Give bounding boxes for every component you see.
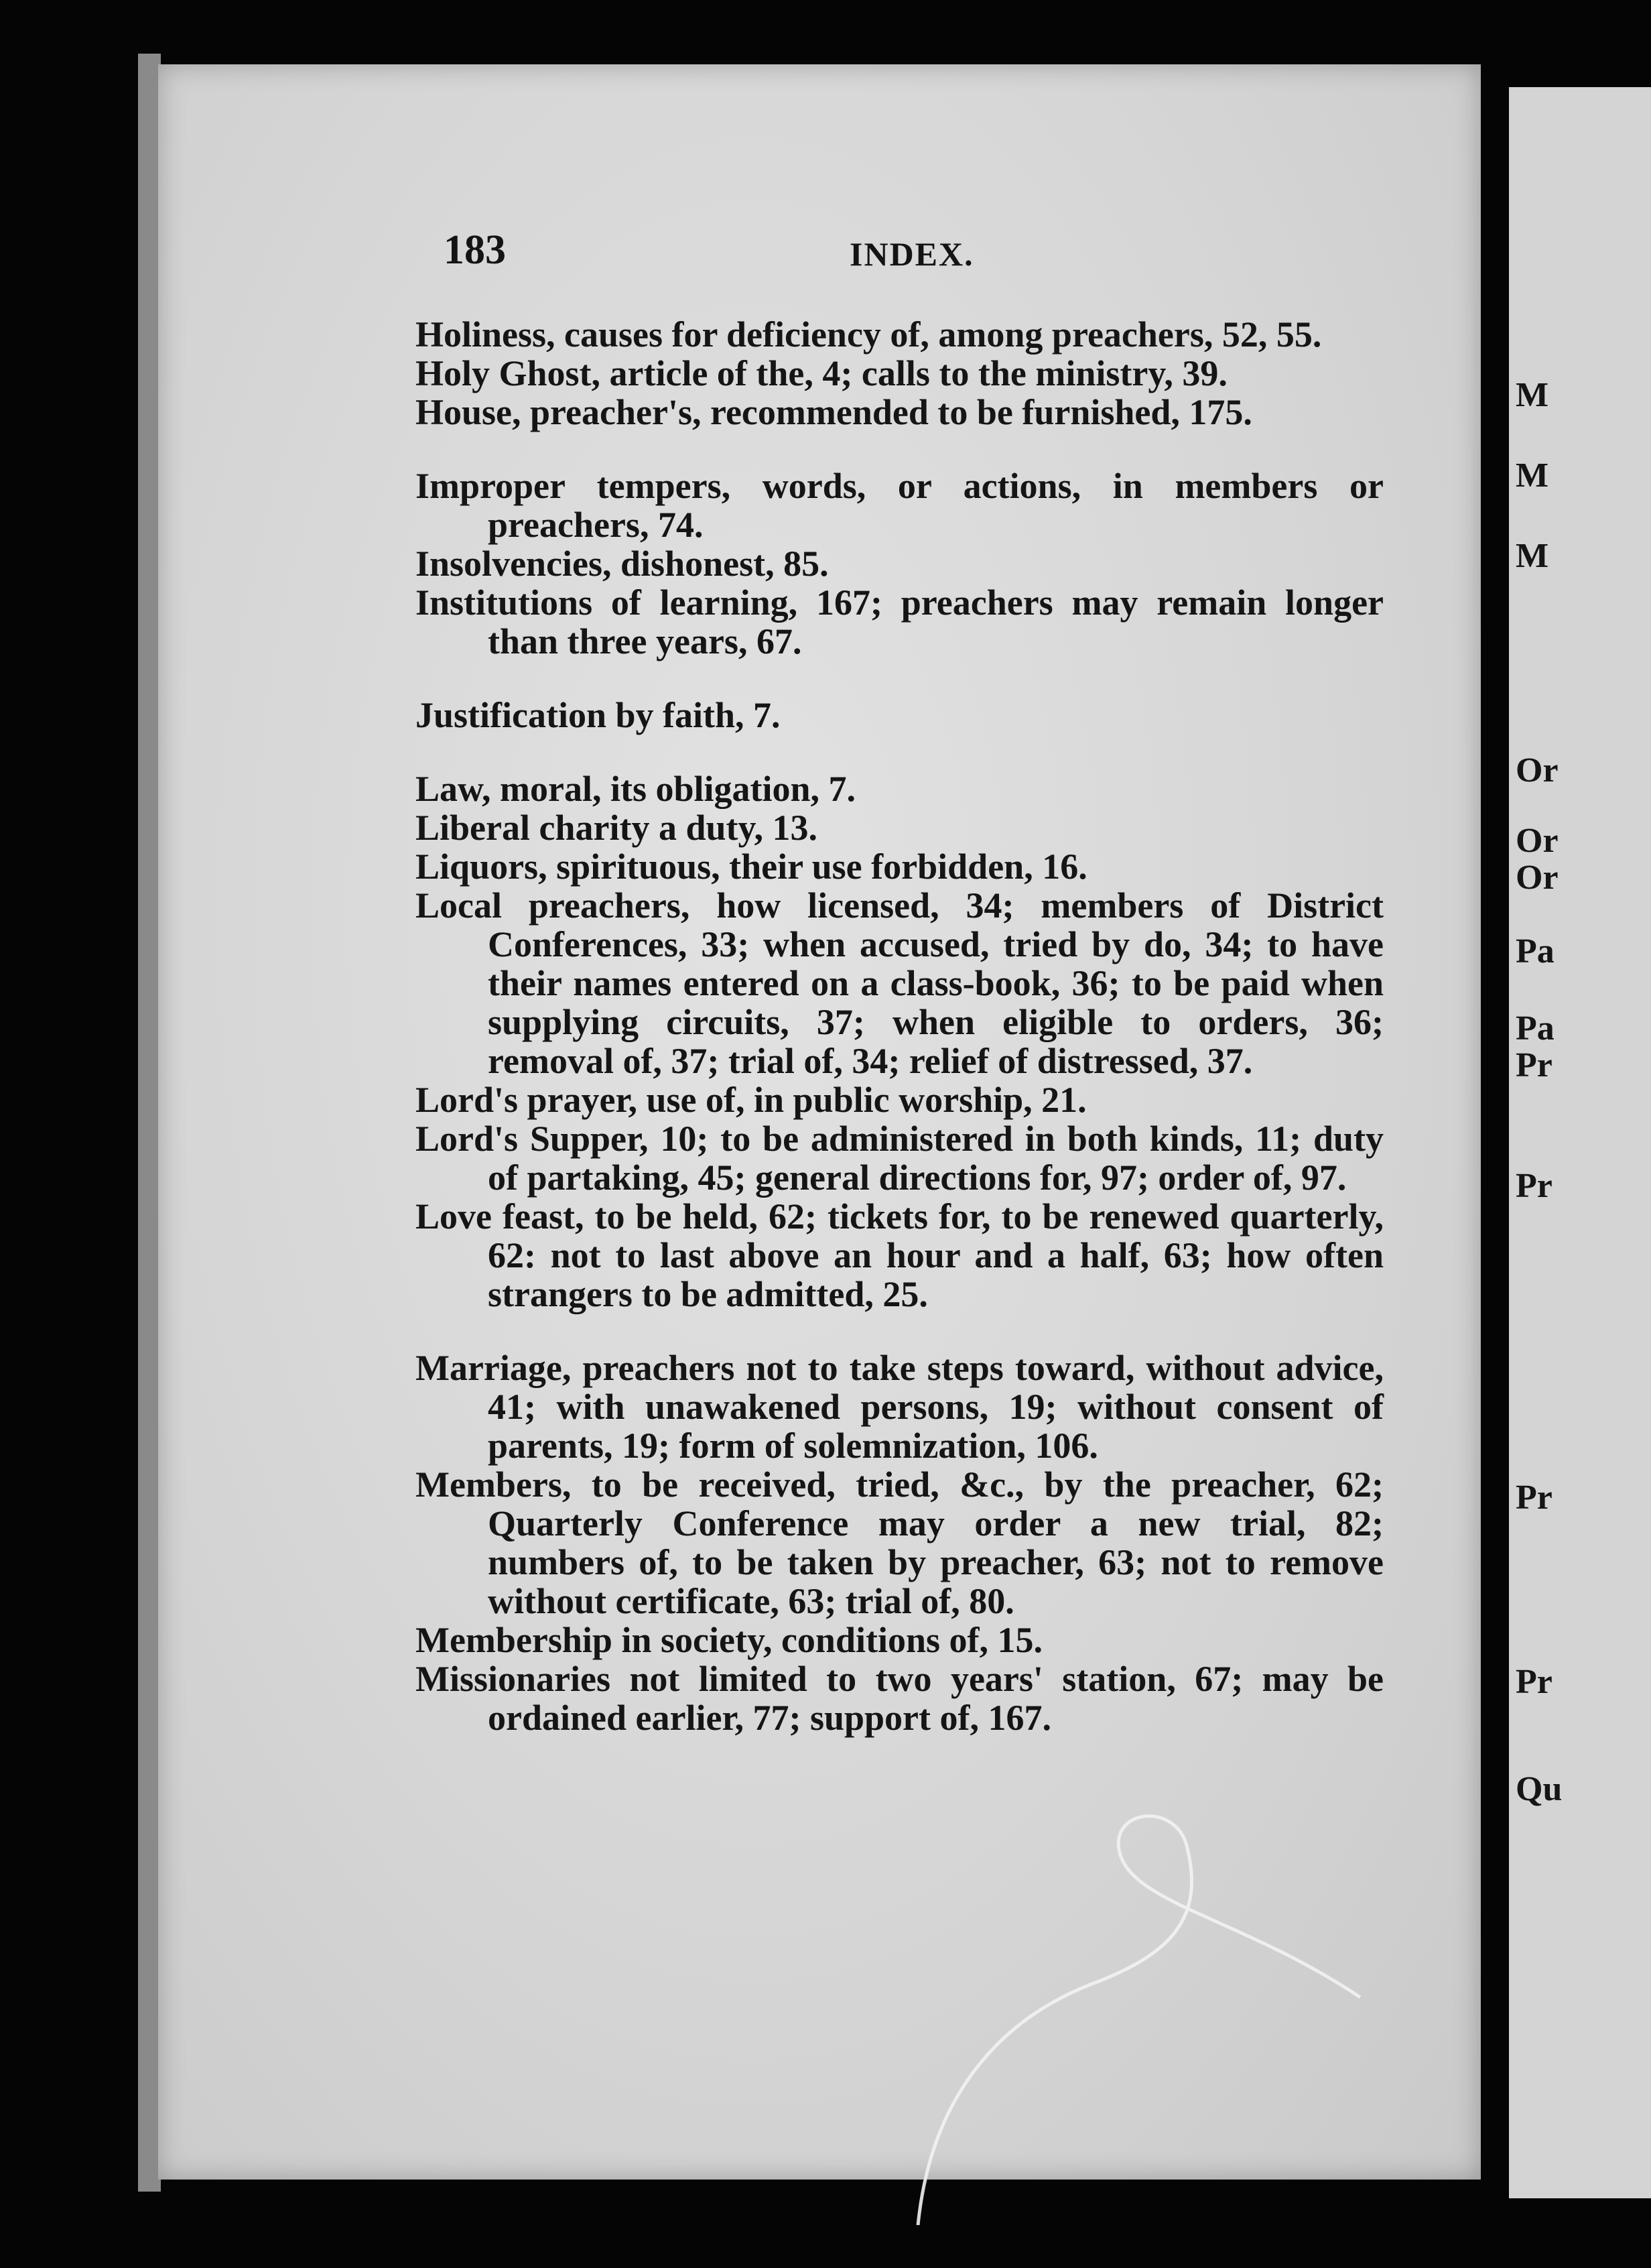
- index-entry: Missionaries not limited to two years' station, 67; may be ordained earlier, 77; support of, 167.: [415, 1659, 1384, 1738]
- index-entry: Liquors, spirituous, their use forbidden, 16.: [415, 846, 1087, 887]
- index-entries: [415, 315, 1384, 1737]
- index-entry: Insolvencies, dishonest, 85.: [415, 544, 829, 584]
- group-gap: [415, 432, 1384, 466]
- facing-page-fragment: Pa: [1516, 932, 1555, 970]
- index-entry: House, preacher's, recommended to be furnished, 175.: [415, 392, 1252, 432]
- group-gap: [415, 1314, 1384, 1348]
- index-entry: Improper tempers, words, or actions, in members or preachers, 74.: [415, 466, 1384, 545]
- index-entry: Justification by faith, 7.: [415, 695, 781, 735]
- facing-page-fragment: M: [1516, 456, 1549, 495]
- facing-page-fragment: Pa: [1516, 1009, 1555, 1048]
- index-entry: Lord's Supper, 10; to be administered in both kinds, 11; duty of partaking, 45; general directions for, 97; order of, 97.: [415, 1119, 1384, 1198]
- facing-page-fragment: Qu: [1516, 1770, 1563, 1808]
- group-gap: [415, 735, 1384, 769]
- page-title: INDEX.: [850, 235, 974, 273]
- index-entry: Love feast, to be held, 62; tickets for, to be renewed quarterly, 62: not to last above an hour and a half, 63; how often strangers to be admitted, 25.: [415, 1196, 1384, 1314]
- index-entry: Institutions of learning, 167; preachers may remain longer than three years, 67.: [415, 582, 1384, 662]
- page-number: 183: [444, 227, 506, 273]
- facing-page-fragment: Pr: [1516, 1478, 1553, 1517]
- facing-page-fragment: Or: [1516, 859, 1559, 897]
- index-entry: Liberal charity a duty, 13.: [415, 808, 818, 848]
- index-entry: Holy Ghost, article of the, 4; calls to the ministry, 39.: [415, 353, 1228, 393]
- index-entry: Holiness, causes for deficiency of, among preachers, 52, 55.: [415, 314, 1322, 355]
- index-entry: Law, moral, its obligation, 7.: [415, 769, 856, 809]
- facing-page-fragment: Or: [1516, 822, 1559, 860]
- index-entry: Members, to be received, tried, &c., by the preacher, 62; Quarterly Conference may order a new trial, 82; numbers of, to be taken by preacher, 63; not to remove without certificate, 63; trial of, 80.: [415, 1464, 1384, 1621]
- facing-page-fragment: M: [1516, 376, 1549, 414]
- facing-page-fragment: Pr: [1516, 1167, 1553, 1205]
- index-entry: Marriage, preachers not to take steps toward, without advice, 41; with unawakened persons, 19; without consent of parents, 19; form of solemnization, 106.: [415, 1348, 1384, 1466]
- facing-page-fragment: Pr: [1516, 1046, 1553, 1084]
- stray-mark-loop: [891, 1716, 1400, 2225]
- index-entry: Membership in society, conditions of, 15.: [415, 1620, 1043, 1660]
- facing-page-fragment: Or: [1516, 751, 1559, 790]
- facing-page-fragment: Pr: [1516, 1663, 1553, 1701]
- facing-page-fragment: M: [1516, 537, 1549, 575]
- index-entry: Local preachers, how licensed, 34; members of District Conferences, 33; when accused, tried by do, 34; to have their names entered on a class-book, 36; to be paid when supplying circuits, 37; when eligible to orders, 36; removal of, 37; trial of, 34; relief of distressed, 37.: [415, 885, 1384, 1081]
- index-entry: Lord's prayer, use of, in public worship, 21.: [415, 1080, 1087, 1120]
- page-edge-shadow: [138, 54, 161, 2192]
- group-gap: [415, 661, 1384, 696]
